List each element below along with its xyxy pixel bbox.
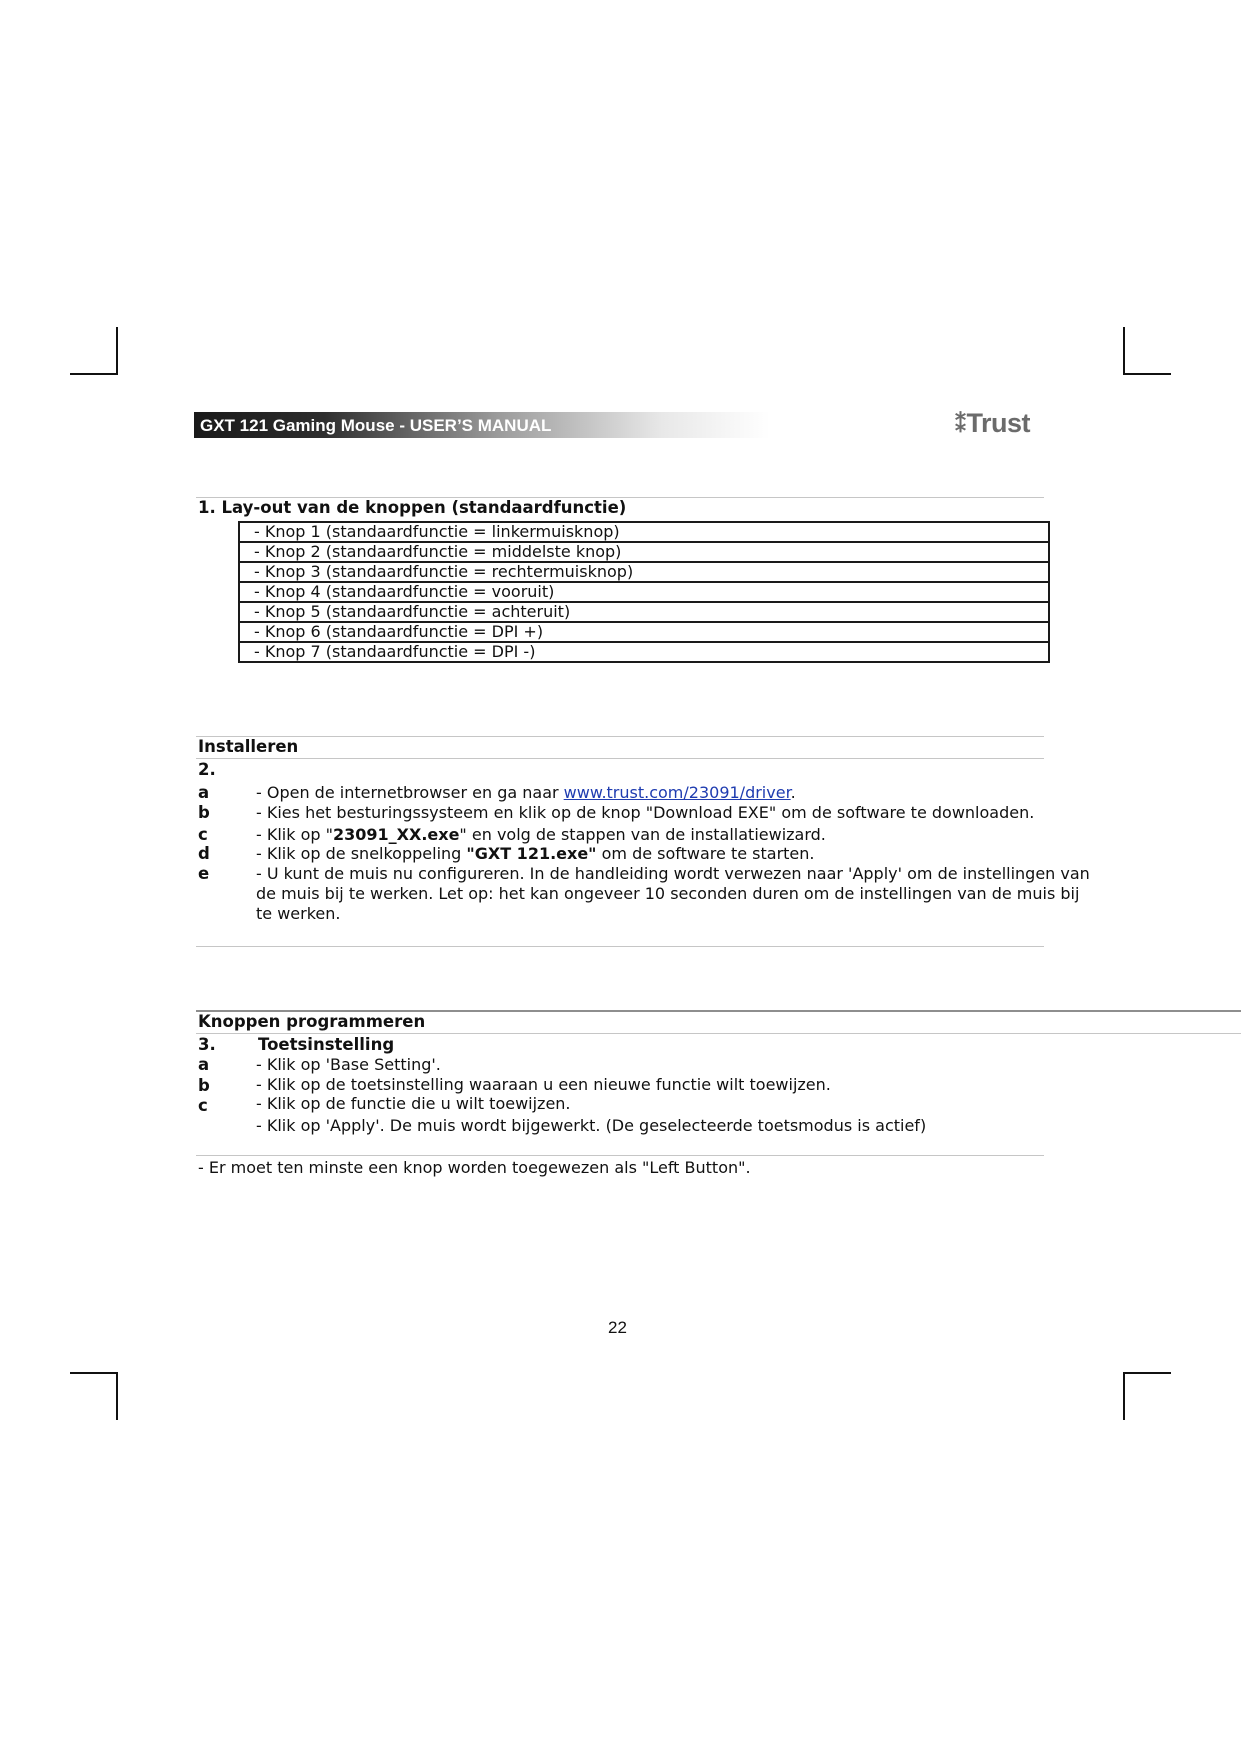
step-b-text: - Kies het besturingssysteem en klik op de knop "Download EXE" om de software te downloaden. xyxy=(256,803,1035,822)
step-letter: e xyxy=(198,864,210,883)
step-text: . xyxy=(790,783,796,802)
manual-title: GXT 121 Gaming Mouse - USER’S MANUAL xyxy=(200,416,552,435)
section-number: 3. xyxy=(198,1035,216,1054)
step-letter: a xyxy=(198,1055,210,1074)
section-rule xyxy=(196,736,1044,737)
step-a-text xyxy=(256,783,796,803)
table-row xyxy=(239,582,1049,602)
table-row xyxy=(239,542,1049,562)
step-text: om de software te starten. xyxy=(596,844,815,863)
button-layout-table xyxy=(238,521,1050,663)
step-text: - Open de internetbrowser en ga naar xyxy=(256,783,564,802)
step-d-text xyxy=(256,844,814,864)
trust-logo-text: Trust xyxy=(966,408,1031,438)
note-text: - Er moet ten minste een knop worden toegewezen als "Left Button". xyxy=(198,1158,751,1177)
subsection-title: Toetsinstelling xyxy=(258,1035,395,1054)
table-cell: - Knop 1 (standaardfunctie = linkermuisknop) xyxy=(239,522,1049,542)
table-cell: - Knop 4 (standaardfunctie = vooruit) xyxy=(239,582,1049,602)
section-rule xyxy=(196,1155,1044,1156)
step-letter: b xyxy=(198,1076,210,1095)
step-text: - Klik op de functie die u wilt toewijzen. xyxy=(256,1094,571,1113)
section-title-layout: 1. Lay-out van de knoppen (standaardfunctie) xyxy=(198,498,627,517)
installer-filename: 23091_XX.exe xyxy=(332,825,460,844)
exe-filename: "GXT 121.exe" xyxy=(466,844,597,863)
step-text: - Klik op 'Apply'. De muis wordt bijgewerkt. (De geselecteerde toetsmodus is actief) xyxy=(256,1116,927,1135)
section-title-programming: Knoppen programmeren xyxy=(198,1012,426,1031)
step-text: - Klik op de toetsinstelling waaraan u een nieuwe functie wilt toewijzen. xyxy=(256,1075,831,1094)
trust-logo-mark-icon: ⁑ xyxy=(955,412,966,437)
step-e-line: - U kunt de muis nu configureren. In de handleiding wordt verwezen naar 'Apply' om de instellingen van xyxy=(256,864,1090,883)
step-text: - Klik op 'Base Setting'. xyxy=(256,1055,441,1074)
step-letter: c xyxy=(198,1096,208,1115)
section-rule xyxy=(196,946,1044,947)
table-cell: - Knop 7 (standaardfunctie = DPI -) xyxy=(239,642,1049,662)
table-row xyxy=(239,522,1049,542)
table-cell: - Knop 6 (standaardfunctie = DPI +) xyxy=(239,622,1049,642)
table-cell: - Knop 5 (standaardfunctie = achteruit) xyxy=(239,602,1049,622)
step-c-text xyxy=(256,825,826,845)
driver-link[interactable]: www.trust.com/23091/driver xyxy=(563,783,791,802)
table-row xyxy=(239,642,1049,662)
table-cell: - Knop 3 (standaardfunctie = rechtermuisknop) xyxy=(239,562,1049,582)
step-letter: d xyxy=(198,844,210,863)
step-text: - Klik op de snelkoppeling xyxy=(256,844,467,863)
step-text: " en volg de stappen van de installatiewizard. xyxy=(459,825,826,844)
table-cell: - Knop 2 (standaardfunctie = middelste knop) xyxy=(239,542,1049,562)
page-number: 22 xyxy=(608,1318,627,1337)
step-e-line: te werken. xyxy=(256,904,341,923)
table-row xyxy=(239,622,1049,642)
section-rule xyxy=(196,1033,1241,1034)
section-title-install: Installeren xyxy=(198,737,299,756)
trust-logo xyxy=(955,408,1030,439)
step-letter: c xyxy=(198,825,208,844)
section-rule xyxy=(196,758,1044,759)
table-row xyxy=(239,562,1049,582)
step-letter: b xyxy=(198,803,210,822)
table-row xyxy=(239,602,1049,622)
section-number: 2. xyxy=(198,760,216,779)
step-letter: a xyxy=(198,783,210,802)
step-text: - Klik op " xyxy=(256,825,333,844)
step-e-line: de muis bij te werken. Let op: het kan ongeveer 10 seconden duren om de instellingen van de muis bij xyxy=(256,884,1080,903)
